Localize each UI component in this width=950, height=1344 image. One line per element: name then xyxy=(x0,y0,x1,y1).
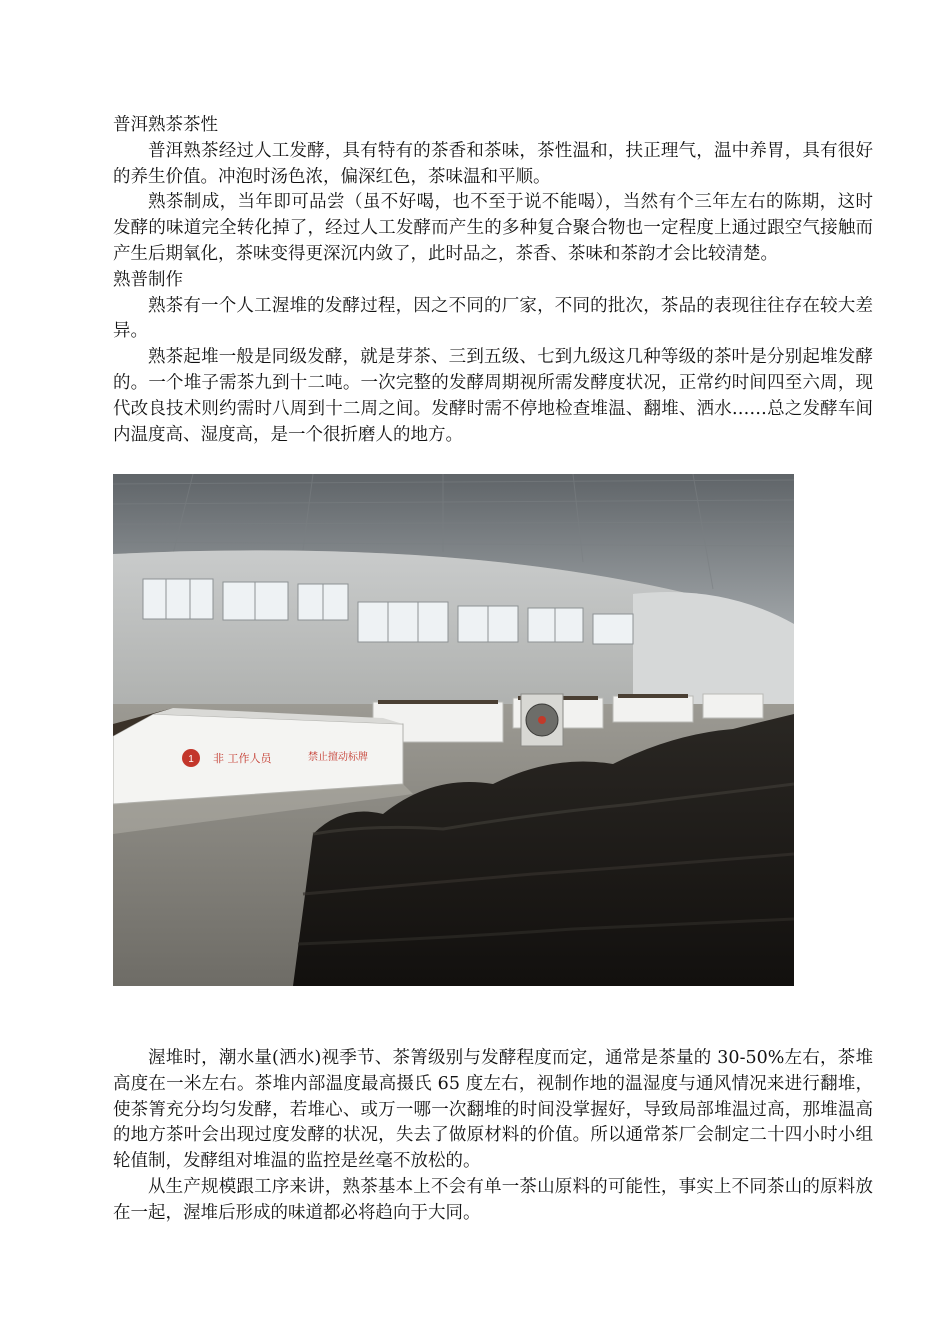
sign-right-text: 禁止擅动标牌 xyxy=(308,752,368,763)
paragraph-production-2: 熟茶起堆一般是同级发酵，就是芽茶、三到五级、七到九级这几种等级的茶叶是分别起堆发酵的。一个堆子需茶九到十二吨。一次完整的发酵周期视所需发酵度状况，正常约时间四至六周，现代改良技术则约需时八周到十二周之间。发酵时需不停地检查堆温、翻堆、洒水……总之发酵车间内温度高、湿度高，是一个很折磨人的地方。 xyxy=(113,347,873,445)
heading-production: 熟普制作 xyxy=(113,269,183,290)
text-section-top xyxy=(113,113,873,448)
fermentation-workshop-photo xyxy=(113,474,794,986)
heading-tea-nature: 普洱熟茶茶性 xyxy=(113,115,218,135)
paragraph-tea-nature-1: 普洱熟茶经过人工发酵，具有特有的茶香和茶味，茶性温和，扶正理气，温中养胃，具有很好的养生价值。冲泡时汤色浓，偏深红色，茶味温和平顺。 xyxy=(113,140,873,187)
paragraph-piling-2: 从生产规模跟工序来讲，熟茶基本上不会有单一茶山原料的可能性，事实上不同茶山的原料放在一起，渥堆后形成的味道都必将趋向于大同。 xyxy=(113,1176,873,1223)
text-section-bottom xyxy=(113,1046,873,1227)
paragraph-piling-1: 渥堆时，潮水量(洒水)视季节、茶箐级别与发酵程度而定，通常是茶量的 30-50%左右，茶堆高度在一米左右。茶堆内部温度最高摄氏 65 度左右，视制作地的温湿度与通风情况来进行翻堆，使茶箐充分均匀发酵，若堆心、或万一哪一次翻堆的时间没掌握好，导致局部堆温过高，那堆温高的地方茶叶会出现过度发酵的状况，失去了做原材料的价值。所以通常茶厂会制定二十四小时小组轮值制，发酵组对堆温的监控是丝毫不放松的。 xyxy=(113,1048,873,1172)
paragraph-tea-nature-2: 熟茶制成，当年即可品尝（虽不好喝，也不至于说不能喝），当然有个三年左右的陈期，这时发酵的味道完全转化掉了，经过人工发酵而产生的多种复合聚合物也一定程度上通过跟空气接触而产生后期氧化，茶味变得更深沉内敛了，此时品之，茶香、茶味和茶韵才会比较清楚。 xyxy=(113,192,873,264)
paragraph-production-1: 熟茶有一个人工渥堆的发酵过程，因之不同的厂家，不同的批次，茶品的表现往往存在较大差异。 xyxy=(113,295,873,342)
sign-left-text: 非 工作人员 xyxy=(213,752,272,765)
sign-number: 1 xyxy=(188,754,194,765)
